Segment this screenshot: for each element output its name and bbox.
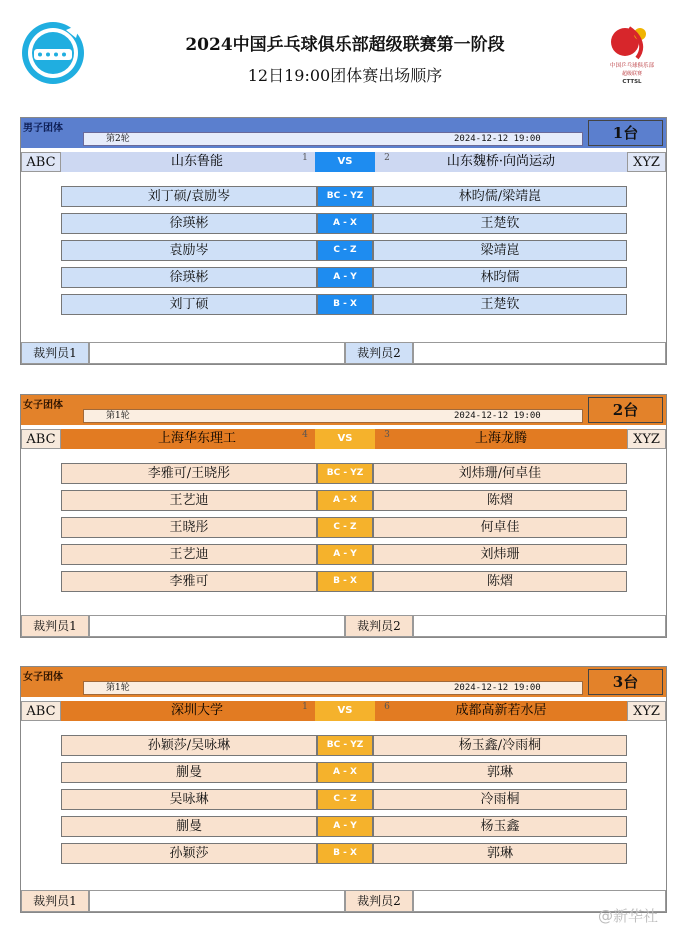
team-b-seed: 3	[384, 430, 390, 440]
game-row	[61, 240, 627, 261]
game-order: B - X	[317, 843, 373, 864]
game-player-a: 袁励岑	[61, 240, 317, 261]
match-panel-2	[20, 394, 667, 638]
side-b-label: XYZ	[627, 152, 666, 172]
logo-text-line2: 超级联赛	[621, 71, 643, 77]
referee-1-label: 裁判员1	[21, 615, 89, 637]
referee-2-field[interactable]	[413, 615, 666, 637]
referee-2-label: 裁判员2	[345, 342, 413, 364]
panel-header-bar	[21, 118, 666, 148]
teams-row	[21, 429, 666, 449]
referee-1-label: 裁判员1	[21, 342, 89, 364]
game-player-b: 林昀儒	[373, 267, 627, 288]
game-order: A - Y	[317, 267, 373, 288]
game-row	[61, 517, 627, 538]
side-b-label: XYZ	[627, 429, 666, 449]
round-label: 第1轮	[106, 683, 130, 693]
team-a-seed: 1	[302, 702, 308, 712]
vs-badge: VS	[315, 152, 375, 172]
game-player-b: 刘炜珊/何卓佳	[373, 463, 627, 484]
teams-row	[21, 701, 666, 721]
page-header	[0, 0, 690, 100]
game-player-b: 梁靖崑	[373, 240, 627, 261]
logo-text-line1: 中国乒乓球俱乐部	[609, 63, 655, 69]
game-player-b: 杨玉鑫	[373, 816, 627, 837]
match-panel-3	[20, 666, 667, 913]
game-order: A - Y	[317, 816, 373, 837]
game-player-b: 郭琳	[373, 843, 627, 864]
cttsl-logo-icon	[601, 20, 663, 90]
match-datetime: 2024-12-12 19:00	[454, 411, 541, 421]
page-subtitle: 12日19:00团体赛出场顺序	[247, 66, 443, 85]
game-row	[61, 267, 627, 288]
game-order: BC - YZ	[317, 463, 373, 484]
match-datetime: 2024-12-12 19:00	[454, 134, 541, 144]
match-datetime: 2024-12-12 19:00	[454, 683, 541, 693]
team-b-name: 成都高新若水居	[375, 701, 627, 721]
game-player-b: 陈熠	[373, 490, 627, 511]
referee-2-label: 裁判员2	[345, 890, 413, 912]
game-order: A - X	[317, 213, 373, 234]
game-row	[61, 213, 627, 234]
game-row	[61, 843, 627, 864]
side-b-label: XYZ	[627, 701, 666, 721]
team-a-seed: 4	[302, 430, 308, 440]
game-order: C - Z	[317, 789, 373, 810]
round-info-box	[83, 681, 583, 695]
table-number: 2台	[588, 397, 663, 423]
game-row	[61, 294, 627, 315]
game-order: B - X	[317, 571, 373, 592]
round-label: 第2轮	[106, 134, 130, 144]
game-player-a: 徐瑛彬	[61, 267, 317, 288]
panel-header-bar	[21, 667, 666, 697]
game-player-a: 王晓彤	[61, 517, 317, 538]
team-b-seed: 2	[384, 153, 390, 163]
team-a-seed: 1	[302, 153, 308, 163]
game-order: C - Z	[317, 517, 373, 538]
game-order: A - X	[317, 490, 373, 511]
event-category: 女子团体	[23, 672, 63, 683]
round-label: 第1轮	[106, 411, 130, 421]
referee-2-label: 裁判员2	[345, 615, 413, 637]
game-player-a: 李雅可/王晓彤	[61, 463, 317, 484]
game-player-a: 孙颖莎/吴咏琳	[61, 735, 317, 756]
game-player-a: 徐瑛彬	[61, 213, 317, 234]
game-player-a: 王艺迪	[61, 490, 317, 511]
referee-1-field[interactable]	[89, 342, 345, 364]
team-b-seed: 6	[384, 702, 390, 712]
page-title: 2024中国乒乓球俱乐部超级联赛第一阶段	[185, 35, 505, 55]
team-b-name: 山东魏桥·向尚运动	[375, 152, 627, 172]
game-player-b: 林昀儒/梁靖崑	[373, 186, 627, 207]
game-player-b: 冷雨桐	[373, 789, 627, 810]
game-player-b: 刘炜珊	[373, 544, 627, 565]
game-row	[61, 544, 627, 565]
game-order: A - Y	[317, 544, 373, 565]
referee-row	[21, 890, 666, 912]
team-a-name: 山东鲁能	[61, 152, 333, 172]
game-player-b: 陈熠	[373, 571, 627, 592]
game-player-a: 蒯曼	[61, 762, 317, 783]
game-player-b: 何卓佳	[373, 517, 627, 538]
team-a-name: 上海华东理工	[61, 429, 333, 449]
game-order: B - X	[317, 294, 373, 315]
event-category: 男子团体	[23, 123, 63, 134]
logo-text-line3: CTTSL	[622, 79, 642, 85]
panel-header-bar	[21, 395, 666, 425]
game-order: BC - YZ	[317, 735, 373, 756]
game-player-b: 郭琳	[373, 762, 627, 783]
game-row	[61, 186, 627, 207]
vs-badge: VS	[315, 429, 375, 449]
referee-1-label: 裁判员1	[21, 890, 89, 912]
game-row	[61, 463, 627, 484]
vs-badge: VS	[315, 701, 375, 721]
game-player-b: 杨玉鑫/冷雨桐	[373, 735, 627, 756]
game-row	[61, 789, 627, 810]
round-info-box	[83, 132, 583, 146]
referee-1-field[interactable]	[89, 890, 345, 912]
game-order: BC - YZ	[317, 186, 373, 207]
game-player-b: 王楚钦	[373, 294, 627, 315]
game-player-a: 李雅可	[61, 571, 317, 592]
side-a-label: ABC	[21, 429, 61, 449]
table-number: 1台	[588, 120, 663, 146]
game-row	[61, 571, 627, 592]
teams-row	[21, 152, 666, 172]
game-row	[61, 735, 627, 756]
game-player-a: 吴咏琳	[61, 789, 317, 810]
game-player-a: 孙颖莎	[61, 843, 317, 864]
game-order: C - Z	[317, 240, 373, 261]
watermark: @新华社	[598, 907, 659, 925]
table-number: 3台	[588, 669, 663, 695]
game-row	[61, 490, 627, 511]
game-row	[61, 762, 627, 783]
game-player-b: 王楚钦	[373, 213, 627, 234]
round-info-box	[83, 409, 583, 423]
referee-2-field[interactable]	[413, 342, 666, 364]
game-player-a: 刘丁硕	[61, 294, 317, 315]
team-a-name: 深圳大学	[61, 701, 333, 721]
side-a-label: ABC	[21, 701, 61, 721]
event-category: 女子团体	[23, 400, 63, 411]
game-row	[61, 816, 627, 837]
game-player-a: 王艺迪	[61, 544, 317, 565]
referee-1-field[interactable]	[89, 615, 345, 637]
referee-row	[21, 342, 666, 364]
team-b-name: 上海龙腾	[375, 429, 627, 449]
referee-row	[21, 615, 666, 637]
game-player-a: 蒯曼	[61, 816, 317, 837]
side-a-label: ABC	[21, 152, 61, 172]
game-player-a: 刘丁硕/袁励岑	[61, 186, 317, 207]
game-order: A - X	[317, 762, 373, 783]
match-panel-1	[20, 117, 667, 365]
